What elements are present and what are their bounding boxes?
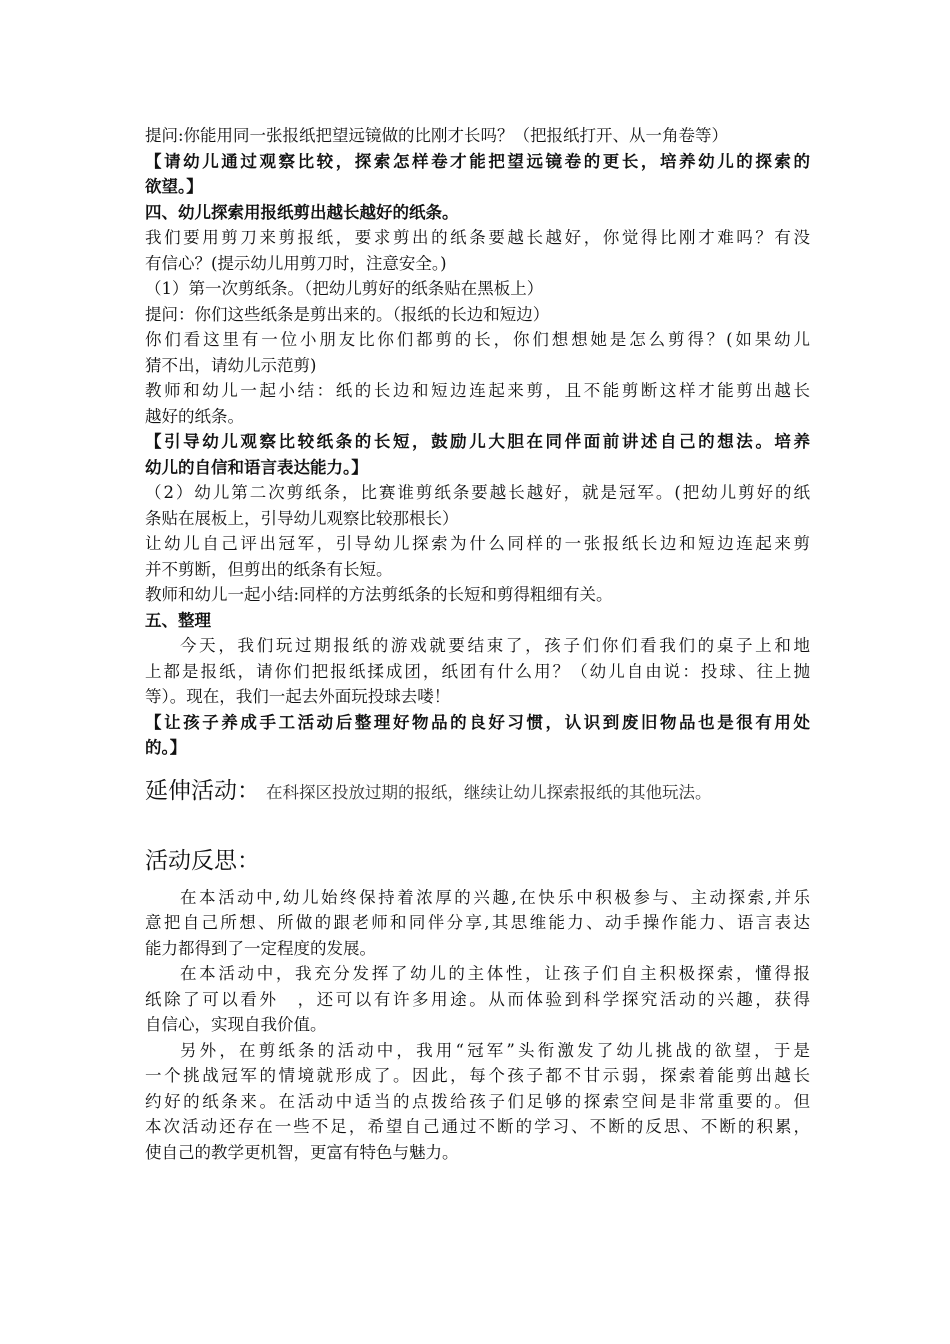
note-line: 【让孩子养成手工活动后整理好物品的良好习惯，认识到废旧物品也是很有用处 [145, 712, 810, 732]
reflection-line: 一个挑战冠军的情境就形成了。因此，每个孩子都不甘示弱，探索着能剪出越长 [145, 1066, 810, 1085]
document-page [145, 123, 810, 1165]
reflection-line: 使自己的教学更机智，更富有特色与魅力。 [145, 1142, 459, 1162]
reflection-line: 意把自己所想、所做的跟老师和同伴分享,其思维能力、动手操作能力、语言表达 [145, 913, 810, 932]
body-line: 越好的纸条。 [145, 406, 244, 426]
reflection-line: 自信心，实现自我价值。 [145, 1015, 327, 1034]
reflection-line: 能力都得到了一定程度的发展。 [145, 938, 376, 958]
extension-label: 延伸活动： [145, 777, 260, 804]
reflection-line: 纸除了可以看外 ，还可以有许多用途。从而体验到科学探究活动的兴趣，获得 [145, 989, 810, 1009]
section-heading: 五、整理 [145, 610, 211, 630]
reflection-line: 另外，在剪纸条的活动中，我用“冠军”头衔激发了幼儿挑战的欲望，于是 [180, 1040, 810, 1060]
question-line: 提问:你能用同一张报纸把望远镜做的比刚才长吗？（把报纸打开、从一角卷等） [145, 126, 729, 145]
body-line: 让幼儿自己评出冠军，引导幼儿探索为什么同样的一张报纸长边和短边连起来剪 [145, 534, 810, 553]
body-line: 等）。现在，我们一起去外面玩投球去喽！ [145, 687, 451, 706]
body-line: 教师和幼儿一起小结：纸的长边和短边连起来剪，且不能剪断这样才能剪出越长 [145, 381, 810, 400]
note-line: 的。】 [145, 738, 187, 757]
body-line: 条贴在展板上，引导幼儿观察比较那根长） [145, 508, 459, 528]
body-line: 今天，我们玩过期报纸的游戏就要结束了，孩子们你们看我们的桌子上和地 [180, 636, 810, 655]
note-line: 【请幼儿通过观察比较，探索怎样卷才能把望远镜卷的更长，培养幼儿的探索的 [145, 151, 810, 171]
reflection-heading: 活动反思： [145, 847, 260, 874]
note-line: 欲望。】 [145, 177, 203, 196]
body-line: 并不剪断，但剪出的纸条有长短。 [145, 559, 393, 579]
reflection-line: 约好的纸条来。在活动中适当的点拨给孩子们足够的探索空间是非常重要的。但 [145, 1091, 810, 1111]
body-line: 上都是报纸，请你们把报纸揉成团，纸团有什么用？（幼儿自由说：投球、往上抛 [145, 661, 810, 681]
note-line: 【引导幼儿观察比较纸条的长短，鼓励儿大胆在同伴面前讲述自己的想法。培养 [145, 432, 810, 451]
body-line: 我们要用剪刀来剪报纸，要求剪出的纸条要越长越好，你觉得比刚才难吗？有没 [145, 228, 810, 247]
body-line: 猜不出，请幼儿示范剪) [145, 355, 317, 375]
extension-text: 在科探区投放过期的报纸，继续让幼儿探索报纸的其他玩法。 [266, 782, 712, 802]
body-line: （2）幼儿第二次剪纸条，比赛谁剪纸条要越长越好，就是冠军。(把幼儿剪好的纸 [145, 483, 810, 502]
body-line: 你们看这里有一位小朋友比你们都剪的长，你们想想她是怎么剪得？(如果幼儿 [145, 330, 810, 349]
reflection-line: 本次活动还存在一些不足，希望自己通过不断的学习、不断的反思、不断的积累， [145, 1117, 810, 1136]
body-line: 有信心？(提示幼儿用剪刀时，注意安全。) [145, 253, 447, 273]
body-line: 教师和幼儿一起小结:同样的方法剪纸条的长短和剪得粗细有关。 [145, 585, 613, 604]
body-line: 提问：你们这些纸条是剪出来的。（报纸的长边和短边） [145, 304, 550, 324]
extension-activity [145, 773, 810, 809]
section-heading: 四、幼儿探索用报纸剪出越长越好的纸条。 [145, 202, 459, 222]
reflection-line: 在本活动中，我充分发挥了幼儿的主体性，让孩子们自主积极探索，懂得报 [180, 964, 810, 983]
note-line: 幼儿的自信和语言表达能力。】 [145, 457, 368, 477]
body-line: （1）第一次剪纸条。（把幼儿剪好的纸条贴在黑板上） [145, 279, 544, 298]
reflection-line: 在本活动中,幼儿始终保持着浓厚的兴趣,在快乐中积极参与、主动探索,并乐 [180, 887, 810, 907]
